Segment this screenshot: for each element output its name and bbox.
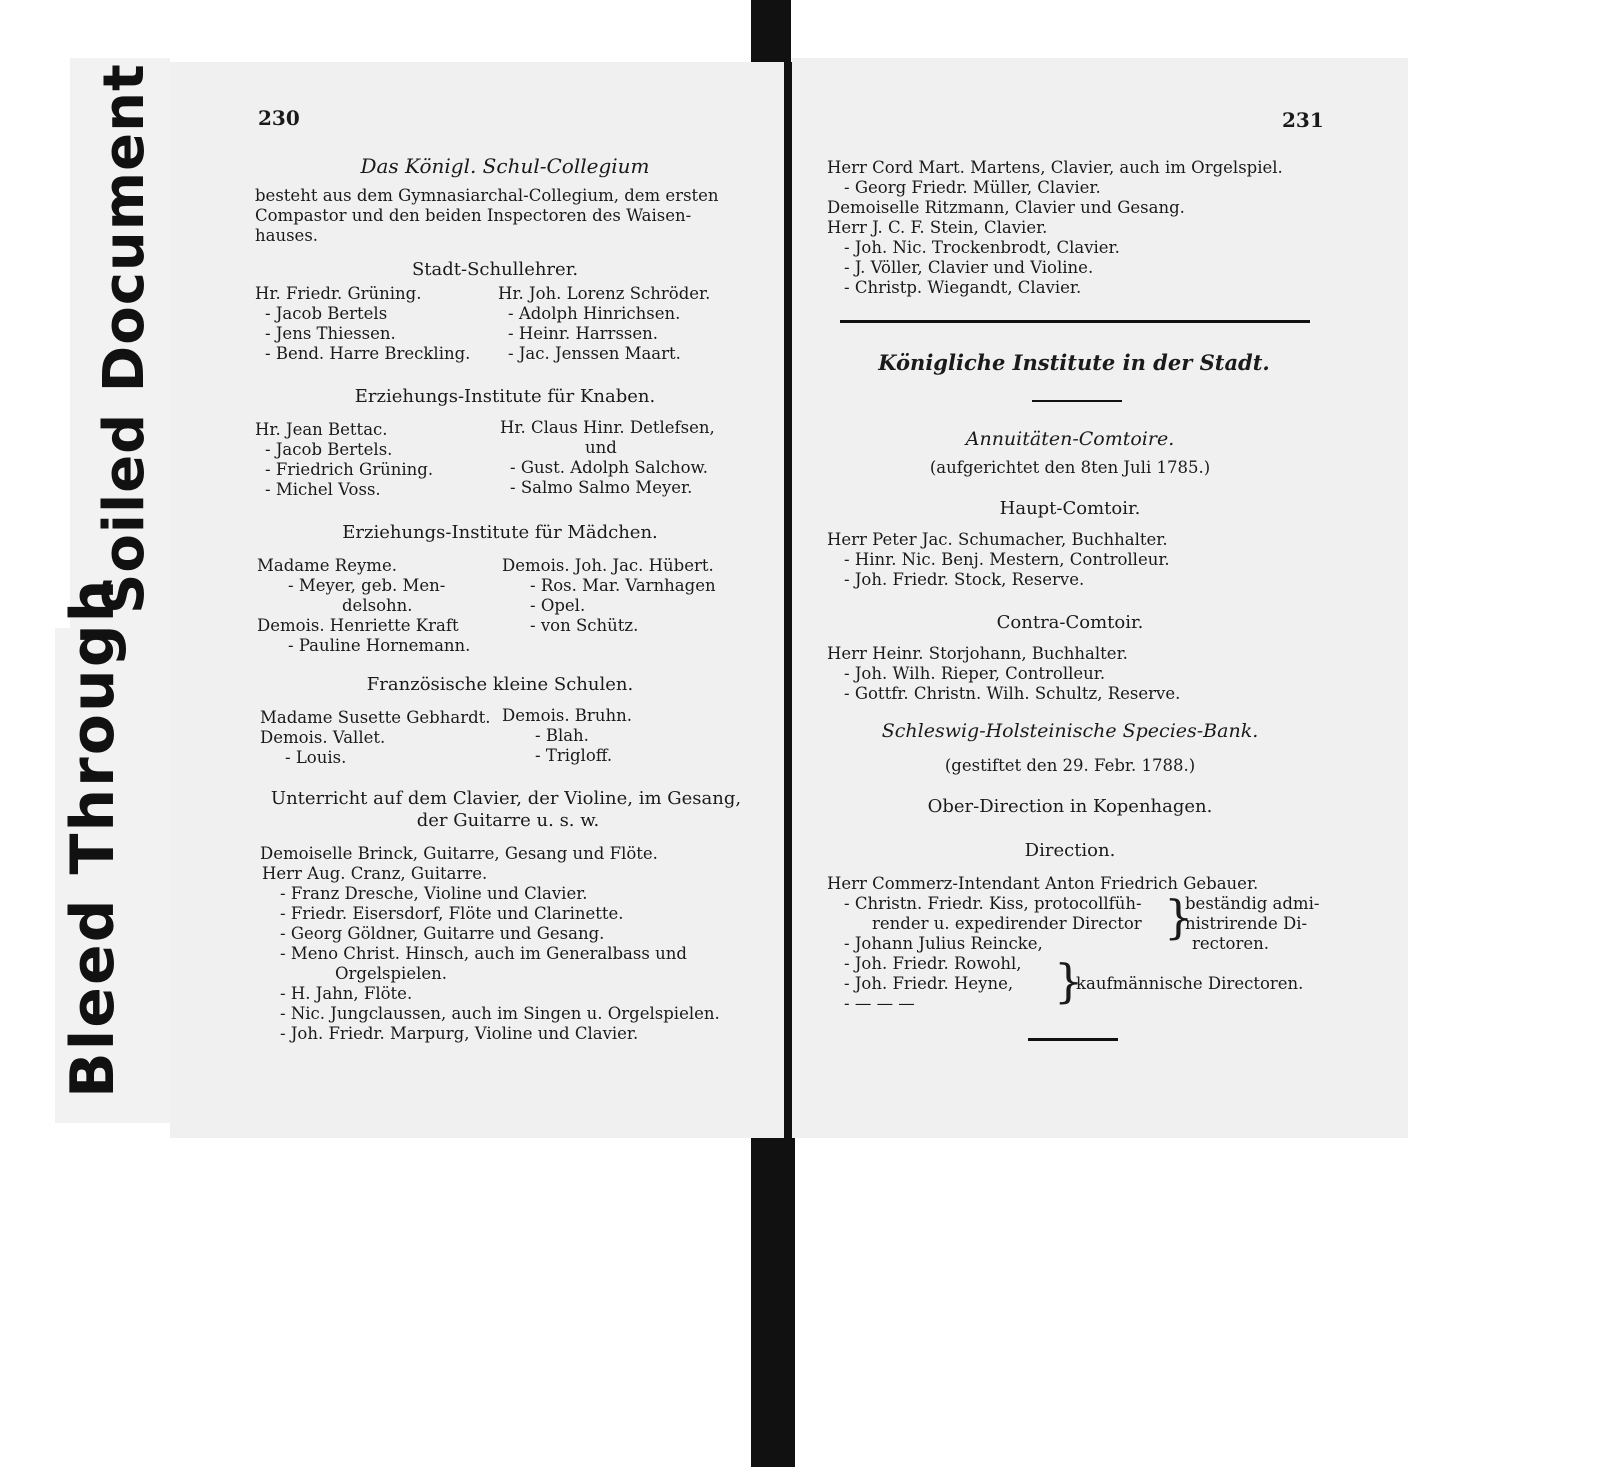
list-item: - — — — — [844, 994, 915, 1013]
list-item: Demois. Bruhn. — [502, 706, 632, 725]
list-item: - Blah. — [535, 726, 589, 745]
list-item: Herr Aug. Cranz, Guitarre. — [262, 864, 488, 883]
brace-mark: } — [1054, 954, 1084, 1008]
section-heading: Erziehungs-Institute für Mädchen. — [342, 522, 658, 543]
section-heading: Ober-Direction in Kopenhagen. — [927, 796, 1213, 817]
list-item: Hr. Friedr. Grüning. — [255, 284, 422, 303]
list-item: - Louis. — [285, 748, 347, 767]
intro-line: besteht aus dem Gymnasiarchal-Collegium, dem ersten — [255, 186, 719, 205]
section-heading: Französische kleine Schulen. — [366, 674, 634, 695]
list-item: - H. Jahn, Flöte. — [280, 984, 413, 1003]
page-number: 231 — [1282, 108, 1324, 132]
brace-note: kaufmännische Directoren. — [1076, 974, 1304, 993]
list-item: - Jens Thiessen. — [265, 324, 396, 343]
list-item: Herr J. C. F. Stein, Clavier. — [827, 218, 1048, 237]
list-item: - Christp. Wiegandt, Clavier. — [844, 278, 1082, 297]
left-page — [170, 62, 785, 1138]
list-item: Madame Susette Gebhardt. — [260, 708, 491, 727]
list-item: - Johann Julius Reincke, — [844, 934, 1043, 953]
list-item: - Joh. Friedr. Marpurg, Violine und Clavier. — [280, 1024, 639, 1043]
section-heading: Contra-Comtoir. — [996, 612, 1144, 633]
list-item: Hr. Jean Bettac. — [255, 420, 388, 439]
main-title: Königliche Institute in der Stadt. — [878, 350, 1270, 375]
list-item: - Friedrich Grüning. — [265, 460, 434, 479]
divider — [1032, 400, 1122, 402]
list-item: delsohn. — [342, 596, 413, 615]
list-item: - Jacob Bertels. — [265, 440, 393, 459]
section-heading: der Guitarre u. s. w. — [416, 810, 600, 831]
divider — [1028, 1038, 1118, 1041]
list-item: Madame Reyme. — [257, 556, 397, 575]
list-item: - Joh. Nic. Trockenbrodt, Clavier. — [844, 238, 1120, 257]
list-item: Herr Peter Jac. Schumacher, Buchhalter. — [827, 530, 1168, 549]
list-item: Herr Heinr. Storjohann, Buchhalter. — [827, 644, 1128, 663]
list-item: - Joh. Friedr. Heyne, — [844, 974, 1014, 993]
list-item: - Gottfr. Christn. Wilh. Schultz, Reserve. — [844, 684, 1181, 703]
intro-line: Compastor und den beiden Inspectoren des Waisen- — [255, 206, 692, 225]
list-item: - Franz Dresche, Violine und Clavier. — [280, 884, 588, 903]
soiled-document-label: Soiled Document — [92, 63, 157, 614]
list-item: - J. Völler, Clavier und Violine. — [844, 258, 1094, 277]
binding-strip-top — [751, 0, 791, 62]
list-item: - Joh. Friedr. Rowohl, — [844, 954, 1022, 973]
list-item: - Meyer, geb. Men- — [288, 576, 446, 595]
section-title: Annuitäten-Comtoire. — [965, 428, 1175, 450]
list-item: - von Schütz. — [530, 616, 639, 635]
section-heading: Erziehungs-Institute für Knaben. — [354, 386, 656, 407]
list-item: Demois. Vallet. — [260, 728, 386, 747]
section-title: Schleswig-Holsteinische Species-Bank. — [881, 720, 1259, 742]
page-number: 230 — [258, 106, 300, 130]
list-item: - Salmo Salmo Meyer. — [510, 478, 693, 497]
binding-strip-bottom — [751, 1136, 795, 1467]
list-item: - Gust. Adolph Salchow. — [510, 458, 708, 477]
section-subtitle: (aufgerichtet den 8ten Juli 1785.) — [929, 458, 1211, 477]
divider — [840, 320, 1310, 323]
intro-line: hauses. — [255, 226, 319, 245]
list-item: Hr. Joh. Lorenz Schröder. — [498, 284, 711, 303]
list-item: - Trigloff. — [535, 746, 613, 765]
list-item: - Michel Voss. — [265, 480, 381, 499]
list-item: - Heinr. Harrssen. — [508, 324, 659, 343]
list-item: - Jac. Jenssen Maart. — [508, 344, 681, 363]
right-page — [792, 58, 1408, 1138]
brace-note: rectoren. — [1192, 934, 1269, 953]
list-item: - Friedr. Eisersdorf, Flöte und Clarinette. — [280, 904, 624, 923]
list-item: - Joh. Friedr. Stock, Reserve. — [844, 570, 1085, 589]
list-item: - Adolph Hinrichsen. — [508, 304, 681, 323]
section-subtitle: (gestiftet den 29. Febr. 1788.) — [944, 756, 1196, 775]
section-heading: Unterricht auf dem Clavier, der Violine, im Gesang, — [270, 788, 742, 809]
list-item: Hr. Claus Hinr. Detlefsen, — [500, 418, 715, 437]
list-item: - Joh. Wilh. Rieper, Controlleur. — [844, 664, 1106, 683]
list-item: - Ros. Mar. Varnhagen — [530, 576, 716, 595]
section-title: Das Königl. Schul-Collegium — [360, 154, 650, 178]
bleed-through-label: Bleed Through — [58, 577, 128, 1098]
page-gutter — [784, 62, 792, 1138]
brace-mark: } — [1164, 890, 1194, 944]
list-item: - Georg Göldner, Guitarre und Gesang. — [280, 924, 605, 943]
list-item: Demoiselle Brinck, Guitarre, Gesang und Flöte. — [260, 844, 658, 863]
list-item: render u. expedirender Director — [872, 914, 1142, 933]
brace-note: nistrirende Di- — [1185, 914, 1308, 933]
list-item: - Meno Christ. Hinsch, auch im Generalbass und — [280, 944, 687, 963]
list-item: - Opel. — [530, 596, 586, 615]
list-item: Demois. Joh. Jac. Hübert. — [502, 556, 714, 575]
section-heading: Stadt-Schullehrer. — [411, 259, 579, 280]
section-heading: Haupt-Comtoir. — [999, 498, 1141, 519]
list-item: - Bend. Harre Breckling. — [265, 344, 471, 363]
list-item: Demoiselle Ritzmann, Clavier und Gesang. — [827, 198, 1185, 217]
list-item: - Georg Friedr. Müller, Clavier. — [844, 178, 1101, 197]
list-item: und — [585, 438, 617, 457]
list-item: Demois. Henriette Kraft — [257, 616, 459, 635]
list-item: Herr Commerz-Intendant Anton Friedrich Gebauer. — [827, 874, 1259, 893]
list-item: Orgelspielen. — [335, 964, 448, 983]
list-item: - Hinr. Nic. Benj. Mestern, Controlleur. — [844, 550, 1170, 569]
list-item: - Pauline Hornemann. — [288, 636, 471, 655]
list-item: - Nic. Jungclaussen, auch im Singen u. Orgelspielen. — [280, 1004, 720, 1023]
section-heading: Direction. — [1024, 840, 1116, 861]
list-item: - Jacob Bertels — [265, 304, 388, 323]
brace-note: beständig admi- — [1185, 894, 1320, 913]
list-item: Herr Cord Mart. Martens, Clavier, auch im Orgelspiel. — [827, 158, 1283, 177]
list-item: - Christn. Friedr. Kiss, protocollfüh- — [844, 894, 1142, 913]
